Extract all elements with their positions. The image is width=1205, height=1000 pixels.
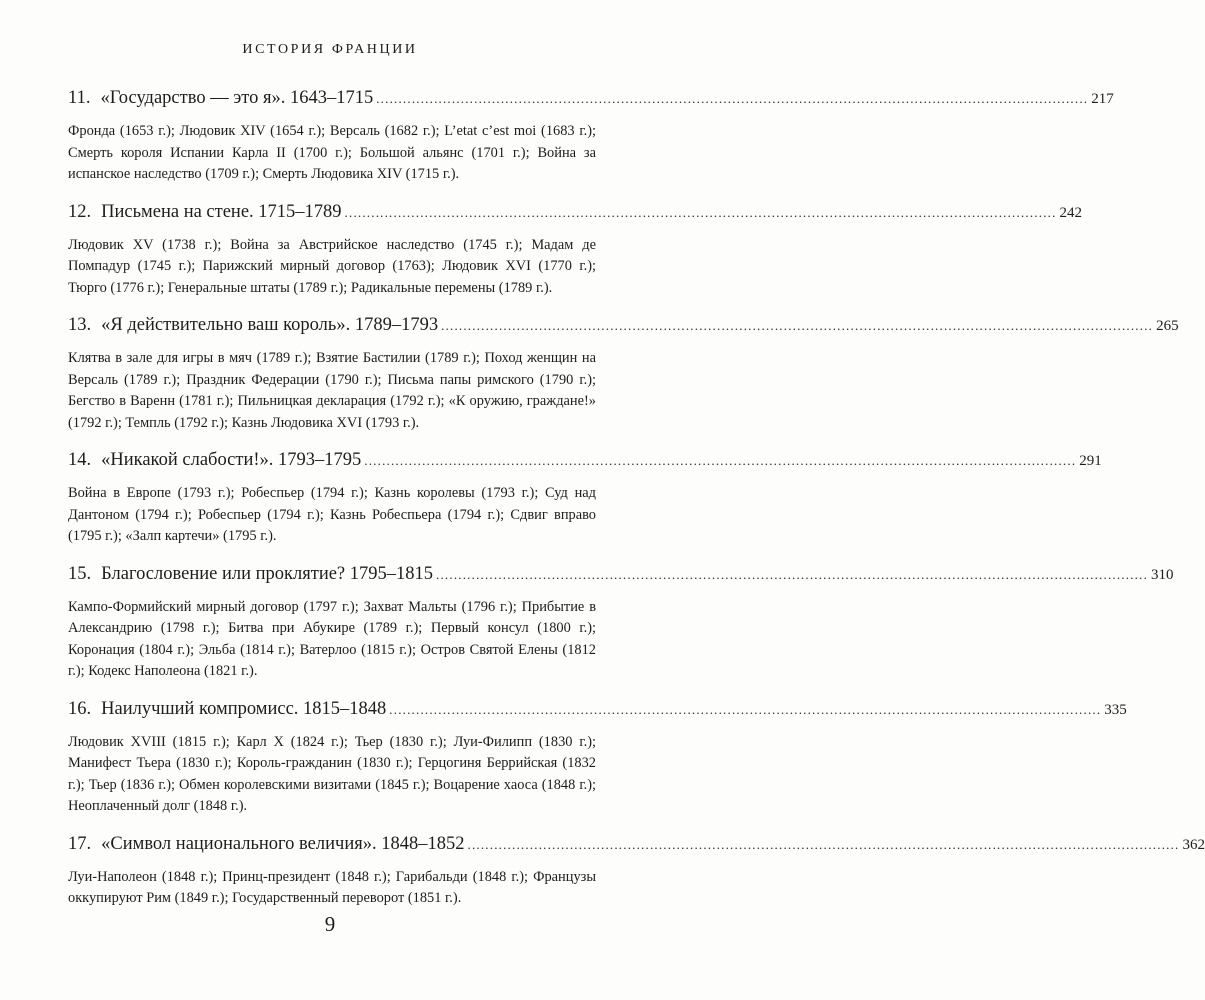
- dot-leader: ................................................................................................................................................................: [364, 453, 1077, 468]
- toc-chapter: [68, 697, 1127, 818]
- toc-chapter: [68, 313, 1179, 434]
- chapter-number: 11.: [68, 88, 91, 108]
- chapter-page-number: 335: [1104, 701, 1127, 718]
- dot-leader: ................................................................................................................................................................: [389, 701, 1102, 717]
- dot-leader: ................................................................................................................................................................: [436, 566, 1149, 582]
- chapter-number: 17.: [68, 833, 92, 854]
- chapter-topics: Людовик XVIII (1815 г.); Карл Х (1824 г.); Тьер (1830 г.); Луи-Филипп (1830 г.); Манифест Тьера (1830 г.); Король-гражданин (1830 г.); Герцогиня Беррийская (1832 г.); Тьер (1836 г.); Обмен королевскими визитами (1845 г.); Воцарение хаоса (1848 г.); Неоплаченный долг (1848 г.).: [68, 733, 596, 814]
- chapter-topics: Луи-Наполеон (1848 г.); Принц-президент (1848 г.); Гарибальди (1848 г.); Французы оккупируют Рим (1849 г.); Государственный переворот (1851 г.).: [68, 868, 596, 906]
- dot-leader: ................................................................................................................................................................: [467, 836, 1180, 852]
- chapter-topics: Война в Европе (1793 г.); Робеспьер (1794 г.); Казнь королевы (1793 г.); Суд над Дантоном (1794 г.); Робеспьер (1794 г.); Казнь Робеспьера (1794 г.); Сдвиг вправо (1795 г.); «Залп картечи» (1795 г.).: [68, 485, 596, 544]
- toc-entry: [68, 448, 1102, 473]
- table-of-contents: [68, 86, 1205, 924]
- chapter-number: 15.: [68, 563, 92, 584]
- toc-chapter: [68, 562, 1174, 683]
- toc-entry: [68, 200, 1083, 225]
- chapter-page-number: 217: [1091, 91, 1114, 107]
- toc-chapter: [68, 448, 1102, 548]
- dot-leader: ................................................................................................................................................................: [344, 204, 1057, 220]
- chapter-title: «Символ национального величия». 1848–1852: [101, 833, 465, 854]
- chapter-title: «Государство — это я». 1643–1715: [100, 88, 374, 108]
- dot-leader: ................................................................................................................................................................: [441, 318, 1154, 333]
- chapter-page-number: 265: [1156, 318, 1179, 334]
- chapter-title: Благословение или проклятие? 1795–1815: [101, 563, 434, 584]
- toc-entry: [68, 697, 1127, 722]
- chapter-number: 12.: [68, 201, 92, 222]
- toc-entry: [68, 313, 1179, 338]
- chapter-title: «Я действительно ваш король». 1789–1793: [101, 315, 439, 335]
- running-head: ИСТОРИЯ ФРАНЦИИ: [242, 42, 418, 57]
- toc-chapter: [68, 832, 1205, 910]
- chapter-number: 16.: [68, 698, 92, 719]
- chapter-topics: Клятва в зале для игры в мяч (1789 г.); Взятие Бастилии (1789 г.); Поход женщин на Версаль (1789 г.); Праздник Федерации (1790 г.); Письма папы римского (1790 г.); Бегство в Варенн (1781 г.); Пильницкая декларация (1792 г.); «К оружию, граждане!» (1792 г.); Темпль (1792 г.); Казнь Людовика XVI (1793 г.).: [68, 350, 596, 431]
- chapter-topics: Фронда (1653 г.); Людовик XIV (1654 г.); Версаль (1682 г.); L’etat c’est moi (1683 г.); Смерть короля Испании Карла II (1700 г.); Большой альянс (1701 г.); Война за испанское наследство (1709 г.); Смерть Людовика XIV (1715 г.).: [68, 123, 596, 182]
- chapter-topics: Кампо-Формийский мирный договор (1797 г.); Захват Мальты (1796 г.); Прибытие в Александрию (1798 г.); Битва при Абукире (1789 г.); Первый консул (1800 г.); Коронация (1804 г.); Эльба (1814 г.); Ватерлоо (1815 г.); Остров Святой Елены (1812 г.); Кодекс Наполеона (1821 г.).: [68, 598, 596, 679]
- chapter-number: 14.: [68, 450, 92, 470]
- chapter-number: 13.: [68, 315, 92, 335]
- chapter-title: Наилучший компромисс. 1815–1848: [101, 698, 387, 719]
- chapter-page-number: 362: [1182, 836, 1205, 853]
- chapter-page-number: 310: [1151, 566, 1174, 583]
- toc-entry: [68, 832, 1205, 857]
- dot-leader: ................................................................................................................................................................: [376, 91, 1089, 106]
- chapter-title: Письмена на стене. 1715–1789: [101, 201, 342, 222]
- toc-entry: [68, 562, 1174, 587]
- chapter-page-number: 291: [1079, 453, 1102, 469]
- chapter-topics: Людовик XV (1738 г.); Война за Австрийское наследство (1745 г.); Мадам де Помпадур (1745 г.); Парижский мирный договор (1763); Людовик XVI (1770 г.); Тюрго (1776 г.); Генеральные штаты (1789 г.); Радикальные перемены (1789 г.).: [68, 236, 596, 296]
- toc-chapter: [68, 86, 1114, 186]
- chapter-title: «Никакой слабости!». 1793–1795: [101, 450, 362, 470]
- toc-chapter: [68, 200, 1083, 300]
- page-number: 9: [324, 912, 336, 936]
- chapter-page-number: 242: [1059, 204, 1083, 221]
- toc-entry: [68, 86, 1114, 111]
